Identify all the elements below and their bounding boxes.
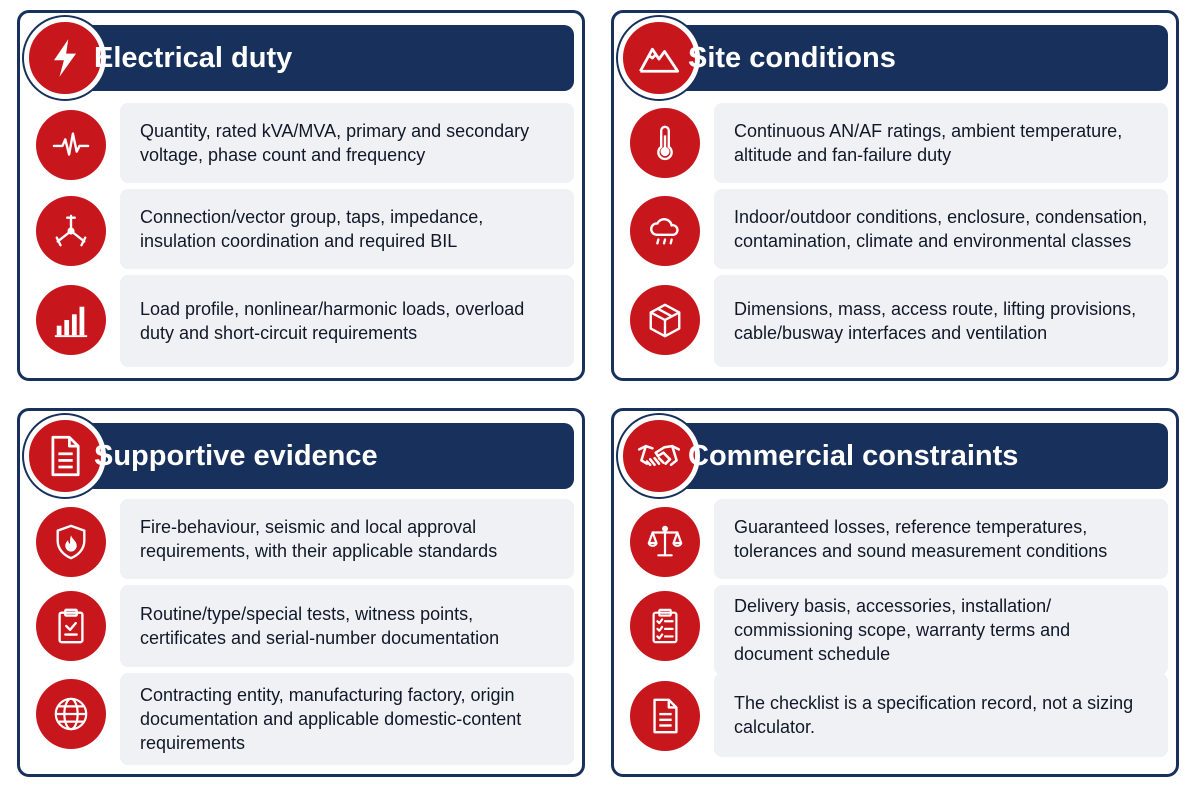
item-text: Indoor/outdoor conditions, enclosure, condensation, contamination, climate and environmental classes [734, 207, 1148, 251]
item-card [120, 673, 574, 765]
item-card [714, 189, 1168, 269]
document-icon [630, 681, 700, 751]
panel-title: Supportive evidence [94, 440, 378, 472]
waveform-icon [36, 110, 106, 180]
clipboard-check-icon [36, 591, 106, 661]
item-text: Routine/type/special tests, witness points, certificates and serial-number documentation [140, 604, 500, 648]
item-card [120, 103, 574, 183]
item-card [120, 275, 574, 367]
panel-electrical-duty [17, 10, 585, 381]
panel-site-conditions [611, 10, 1179, 381]
panel-title: Site conditions [688, 42, 896, 74]
item-text: Fire-behaviour, seismic and local approval requirements, with their applicable standards [140, 517, 498, 561]
fire-shield-icon [36, 507, 106, 577]
item-text: Load profile, nonlinear/harmonic loads, overload duty and short-circuit requirements [140, 299, 525, 343]
three-phase-connection-icon [36, 196, 106, 266]
item-text: Continuous AN/AF ratings, ambient temperature, altitude and fan-failure duty [734, 121, 1123, 165]
box-icon [630, 285, 700, 355]
item-text: Contracting entity, manufacturing factory, origin documentation and applicable domestic-content requirements [140, 685, 522, 753]
item-text: Delivery basis, accessories, installation/ commissioning scope, warranty terms and document schedule [734, 596, 1071, 664]
item-card [714, 585, 1168, 675]
panel-title: Commercial constraints [688, 440, 1019, 472]
thermometer-icon [630, 108, 700, 178]
item-card [120, 189, 574, 269]
item-card [714, 103, 1168, 183]
item-text: The checklist is a specification record, not a sizing calculator. [734, 693, 1134, 737]
panel-title: Electrical duty [94, 42, 293, 74]
item-card [120, 499, 574, 579]
checklist-icon [630, 591, 700, 661]
item-card [714, 499, 1168, 579]
panel-supportive-evidence [17, 408, 585, 777]
item-card [714, 673, 1168, 757]
item-card [714, 275, 1168, 367]
item-text: Connection/vector group, taps, impedance, insulation coordination and required BIL [140, 207, 484, 251]
item-text: Guaranteed losses, reference temperatures, tolerances and sound measurement conditions [734, 517, 1108, 561]
panel-commercial-constraints [611, 408, 1179, 777]
bar-chart-icon [36, 285, 106, 355]
item-text: Dimensions, mass, access route, lifting provisions, cable/busway interfaces and ventilation [734, 299, 1137, 343]
item-card [120, 585, 574, 667]
item-text: Quantity, rated kVA/MVA, primary and secondary voltage, phase count and frequency [140, 121, 530, 165]
rain-cloud-icon [630, 196, 700, 266]
globe-icon [36, 679, 106, 749]
balance-scale-icon [630, 507, 700, 577]
